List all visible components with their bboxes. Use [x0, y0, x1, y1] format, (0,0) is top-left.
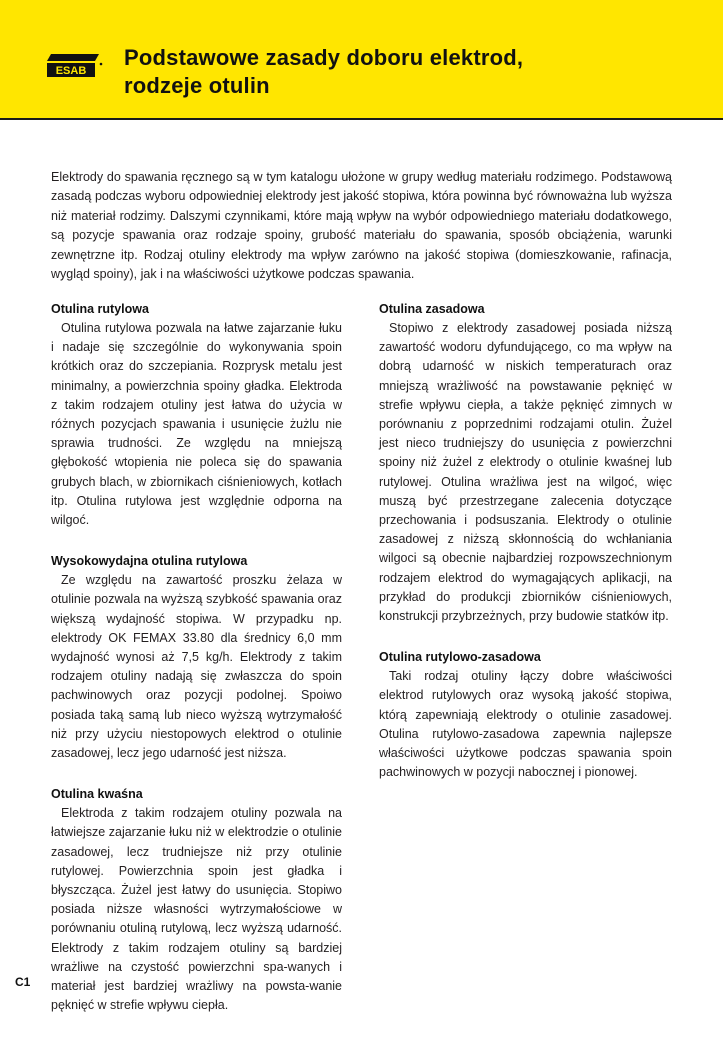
section-otulina-zasadowa: [379, 300, 672, 626]
page-title: [124, 44, 684, 100]
page-number: C1: [15, 975, 31, 989]
section-heading: Otulina zasadowa: [379, 302, 485, 316]
section-text: Ze względu na zawartość proszku żelaza w otulinie pozwala na wyższą szybkość spawania oraz większą wydajność stopiwa. W przypadku np. elektrody OK FEMAX 33.80 dla średnicy 6,0 mm wydajność wynosi aż 7,5 kg/h. Elektrody z takim rodzajem otuliny nadają się zwłaszcza do spoin pachwinowych oraz pozycji podolnej. Spoiwo posiada taką samą lub nieco wyższą wytrzymałość niż przy użyciu niestopowych elektrod o otulinie zasadowej, lecz jego udarność jest niższa.: [51, 573, 342, 761]
left-column: [51, 300, 342, 1038]
section-text: Otulina rutylowa pozwala na łatwe zajarzanie łuku i nadaje się szczególnie do wykonywania spoin krótkich oraz do szczepiania. Rozprysk metalu jest minimalny, a powierzchnia spoiny gładka. Elektroda z takim rodzajem otuliny jest łatwa do użycia w różnych pozycjach spawania i usunięcie żużlu nie sprawia trudności. Ze względu na mniejszą głębokość wtopienia nie poleca się do spawania grubych blach, w zbiornikach ciśnieniowych, kotłach itp. Otulina rutylowa jest względnie odporna na wilgoć.: [51, 321, 342, 528]
right-column: [379, 300, 672, 804]
page-title-line-2: rodzeje otulin: [124, 73, 270, 98]
esab-logo-text: ESAB: [55, 65, 87, 77]
esab-logo: [47, 52, 107, 78]
section-text: Taki rodzaj otuliny łączy dobre właściwości elektrod rutylowych oraz wysoką jakość stopiwa, którą zapewniają elektrody o otulinie zasadowej. Otulina rutylowo-zasadowa zapewnia najlepsze właściwości użytkowe podczas spawania spoin pachwinowych w pozycji nabocznej i pionowej.: [379, 669, 672, 780]
section-otulina-rutylowo-zasadowa: [379, 648, 672, 782]
section-heading: Otulina kwaśna: [51, 787, 143, 802]
section-otulina-kwasna: [51, 785, 342, 1015]
header-band: [0, 0, 723, 120]
page-title-line-1: Podstawowe zasady doboru elektrod,: [124, 45, 524, 70]
section-heading: Otulina rutylowo-zasadowa: [379, 650, 541, 665]
intro-paragraph: Elektrody do spawania ręcznego są w tym katalogu ułożone w grupy według materiału rodzimego. Podstawową zasadą podczas wyboru odpowiedniej elektrody jest jakość stopiwa, która powinna być równoważna lub wyższa niż materiał rodzimy. Dalszymi czynnikami, które mają wpływ na wybór odpowiedniego materiału dodatkowego, są pozycje spawania oraz rodzaje spoiny, grubość materiału do spawania, sposób obciążenia, warunki zewnętrzne itp. Rodzaj otuliny elektrody ma wpływ zarówno na jakość stopiwa (domieszkowanie, rafinacja, wygląd spoiny), jak i na właściwości użytkowe podczas spawania.: [51, 170, 672, 282]
section-heading: Otulina rutylowa: [51, 302, 149, 316]
section-heading: Wysokowydajna otulina rutylowa: [51, 554, 248, 569]
section-text: Stopiwo z elektrody zasadowej posiada niższą zawartość wodoru dyfundującego, co ma wpływ na dobrą udarność w niskich temperaturach oraz mniejszą wrażliwość na powstawanie pęknięć w strefie wpływu ciepła, a także pęknięć zimnych w porównaniu z poprzednimi rodzajami otulin. Żużel jest nieco trudniejszy do usunięcia z powierzchni spoiny niż żużel z elektrody o otulinie kwaśnej lub rutylowej. Otulina wrażliwa jest na wilgoć, więc muszą być przestrzegane zalecenia dotyczące przechowania i podsuszania. Elektrody o otulinie zasadowej z niższą skłonnością do wchłaniania wilgoci są obecnie najbardziej rozpowszechnionym rodzajem elektrod do wymagających aplikacji, na przykład do produkcji zbiorników ciśnieniowych, konstrukcji przybrzeżnych, przy budowie statków itp.: [379, 321, 672, 624]
section-text: Elektroda z takim rodzajem otuliny pozwala na łatwiejsze zajarzanie łuku niż w elektrodzie o otulinie zasadowej, lecz trudniejsze niż przy otulinie rutylowej. Powierzchnia spoin jest gładka i błyszcząca. Żużel jest łatwy do usunięcia. Stopiwo posiada niższe własności wytrzymałościowe w porównaniu otuliną rutylową, lecz wyższą udarność. Elektrody z takim rodzajem otuliny są bardziej wrażliwe na czystość powierzchni spa-wanych i materiał jest bardziej wrażliwy na powsta-wanie pęknięć w strefie wpływu ciepła.: [51, 806, 342, 1013]
section-otulina-rutylowa: [51, 300, 342, 530]
section-wysokowydajna-otulina-rutylowa: [51, 552, 342, 763]
